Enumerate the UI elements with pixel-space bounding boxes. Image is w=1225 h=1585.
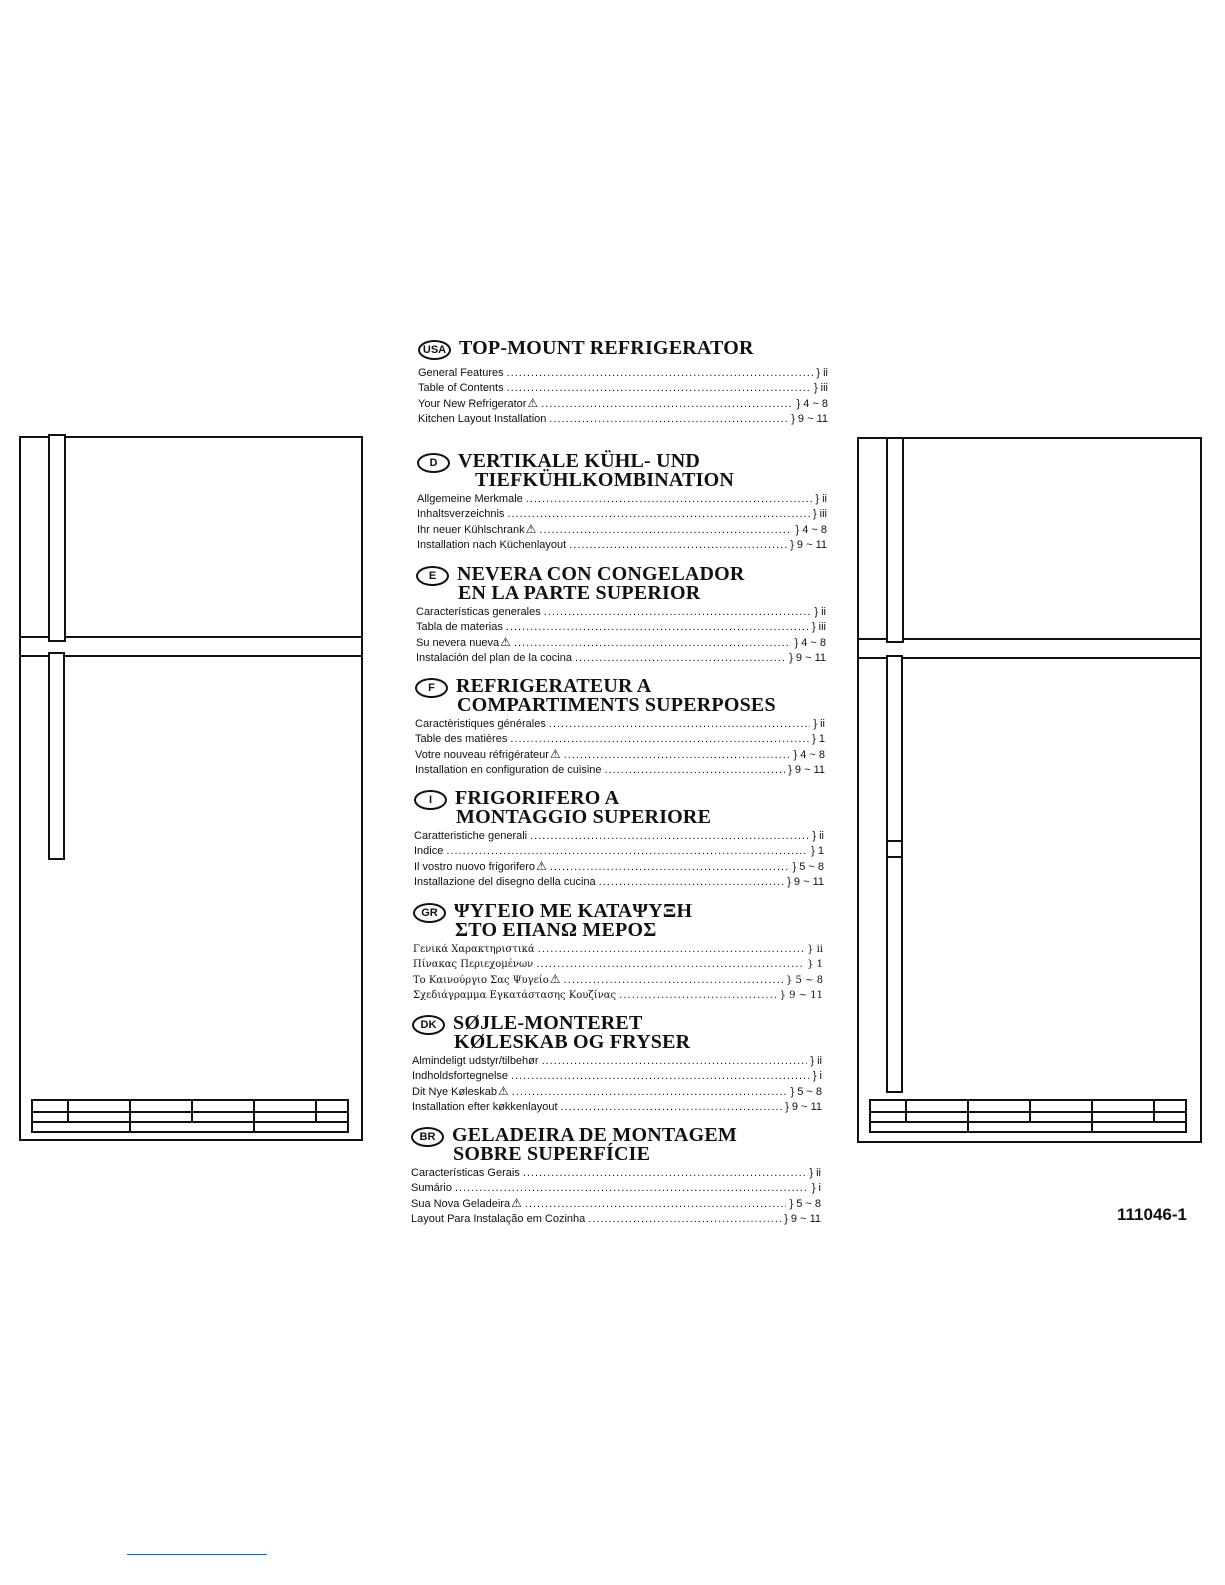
section-f xyxy=(415,677,825,778)
section-d xyxy=(417,452,827,553)
warning-icon: ⚠ xyxy=(525,522,537,536)
language-badge: BR xyxy=(411,1127,444,1147)
section-dk xyxy=(412,1014,822,1115)
link-underline[interactable] xyxy=(127,1554,267,1555)
toc-entry: Su nevera nueva ⚠ ..... } 4 ~ 8 xyxy=(416,635,826,651)
toc-entry: Indice ..... } 1 xyxy=(414,844,824,859)
warning-icon: ⚠ xyxy=(549,972,561,986)
toc-entry: Instalación del plan de la cocina ..... } 9 ~ 11 xyxy=(416,651,826,666)
section-title-line1: VERTIKALE KÜHL- UND xyxy=(458,450,701,472)
fresh-food-door-top xyxy=(857,657,1202,659)
section-title: TOP-MOUNT REFRIGERATOR xyxy=(459,337,754,359)
section-title-line2: TIEFKÜHLKOMBINATION xyxy=(475,469,735,491)
section-title-line2: SOBRE SUPERFÍCIE xyxy=(453,1143,651,1165)
toc-entry: Your New Refrigerator ⚠ ..... } 4 ~ 8 xyxy=(418,396,828,412)
toc-entry: Votre nouveau réfrigérateur ⚠ ..... } 4 ~ 8 xyxy=(415,747,825,763)
section-title-line1: NEVERA CON CONGELADOR xyxy=(457,563,745,585)
toc-entry: Características generales ..... } ii xyxy=(416,605,826,620)
language-badge: GR xyxy=(413,903,446,923)
toc-entry: Dit Nye Køleskab ⚠ ..... } 5 ~ 8 xyxy=(412,1084,822,1100)
warning-icon: ⚠ xyxy=(511,1196,522,1210)
toc-entry: Installation efter køkkenlayout ..... } 9 ~ 11 xyxy=(412,1100,822,1115)
section-title-line1: ΨΥΓΕΙΟ ΜΕ ΚΑΤΑΨΥΞΗ xyxy=(454,900,693,922)
toc-entry: Ihr neuer Kühlschrank ⚠ ..... } 4 ~ 8 xyxy=(417,522,827,538)
fridge-handle xyxy=(886,655,903,1093)
toc-entry: General Features ..... } ii xyxy=(418,366,828,381)
handle-divider xyxy=(886,856,903,858)
warning-icon: ⚠ xyxy=(549,747,561,761)
warning-icon: ⚠ xyxy=(536,859,547,873)
toc-entry: Installazione del disegno della cucina ..... } 9 ~ 11 xyxy=(414,875,824,890)
freezer-door-gap xyxy=(857,638,1202,640)
toc-entry: Γενικά Χαρακτηριστικά ..... } ii xyxy=(413,942,823,957)
toc-entry: Caratteristiche generali ..... } ii xyxy=(414,829,824,844)
toc-entry: Sua Nova Geladeira ⚠ ..... } 5 ~ 8 xyxy=(411,1196,821,1212)
toc-entry: Installation en configuration de cuisine ..... } 9 ~ 11 xyxy=(415,763,825,778)
section-usa xyxy=(418,339,828,427)
toc-entry: Características Gerais ..... } ii xyxy=(411,1166,821,1181)
handle-divider xyxy=(886,840,903,842)
language-badge: F xyxy=(415,678,448,698)
toc-entry: Il vostro nuovo frigorifero ⚠ ..... } 5 ~ 8 xyxy=(414,859,824,875)
toc-entry: Layout Para Instalação em Cozinha ..... } 9 ~ 11 xyxy=(411,1212,821,1227)
section-br xyxy=(411,1126,821,1227)
toc-entry: Almindeligt udstyr/tilbehør ..... } ii xyxy=(412,1054,822,1069)
toc-entry: Inhaltsverzeichnis ..... } iii xyxy=(417,507,827,522)
warning-icon: ⚠ xyxy=(497,1084,509,1098)
refrigerator-body xyxy=(857,437,1202,1143)
toc-entry: Table of Contents ..... } iii xyxy=(418,381,828,396)
toc-entry: Σχεδιάγραμμα Εγκατάστασης Κουζίνας ..... } 9 ~ 11 xyxy=(413,988,823,1003)
toc-entry: Installation nach Küchenlayout ..... } 9 ~ 11 xyxy=(417,538,827,553)
document-number: 111046-1 xyxy=(1117,1205,1187,1224)
section-title-line2: COMPARTIMENTS SUPERPOSES xyxy=(457,694,776,716)
freezer-handle xyxy=(48,434,66,642)
language-badge: D xyxy=(417,453,450,473)
freezer-door-gap xyxy=(19,636,363,638)
fresh-food-door-top xyxy=(19,655,363,657)
section-title-line2: ΣΤΟ ΕΠΑΝΩ ΜΕΡΟΣ xyxy=(455,919,657,941)
toc-entry: Allgemeine Merkmale ..... } ii xyxy=(417,492,827,507)
section-heading xyxy=(412,1014,822,1052)
toc-entry: Το Καινούργιο Σας Ψυγείο ⚠ ..... } 5 ~ 8 xyxy=(413,972,823,988)
section-heading xyxy=(416,565,826,603)
freezer-handle xyxy=(886,437,904,643)
section-heading xyxy=(411,1126,821,1164)
section-title-line1: SØJLE-MONTERET xyxy=(453,1012,643,1034)
fridge-handle xyxy=(48,652,65,860)
toc-entry: Sumário ..... } i xyxy=(411,1181,821,1196)
toc-entry: Table des matières ..... } 1 xyxy=(415,732,825,747)
base-grille xyxy=(31,1099,349,1133)
section-title-line1: REFRIGERATEUR A xyxy=(456,675,652,697)
language-badge: DK xyxy=(412,1015,445,1035)
warning-icon: ⚠ xyxy=(527,396,539,410)
refrigerator-body xyxy=(19,436,363,1141)
toc-entry: Tabla de materias ..... } iii xyxy=(416,620,826,635)
section-heading xyxy=(417,452,827,490)
section-i xyxy=(414,789,824,890)
toc-entry: Caractèristiques générales ..... } ii xyxy=(415,717,825,732)
language-badge: E xyxy=(416,566,449,586)
section-title-line1: FRIGORIFERO A xyxy=(455,787,620,809)
toc-entry: Indholdsfortegnelse ..... } i xyxy=(412,1069,822,1084)
section-heading xyxy=(413,902,823,940)
section-heading xyxy=(414,789,824,827)
section-title-line1: GELADEIRA DE MONTAGEM xyxy=(452,1124,737,1146)
language-badge: I xyxy=(414,790,447,810)
language-badge: USA xyxy=(418,340,451,360)
section-gr xyxy=(413,902,823,1003)
section-e xyxy=(416,565,826,666)
section-heading xyxy=(418,339,828,358)
section-title-line2: EN LA PARTE SUPERIOR xyxy=(458,582,701,604)
toc-entry: Kitchen Layout Installation ..... } 9 ~ 11 xyxy=(418,412,828,427)
toc-entry: Πίνακας Περιεχομένων ..... } 1 xyxy=(413,957,823,972)
base-grille xyxy=(869,1099,1187,1133)
warning-icon: ⚠ xyxy=(500,635,511,649)
section-title-line2: KØLESKAB OG FRYSER xyxy=(454,1031,691,1053)
section-heading xyxy=(415,677,825,715)
section-title-line2: MONTAGGIO SUPERIORE xyxy=(456,806,712,828)
